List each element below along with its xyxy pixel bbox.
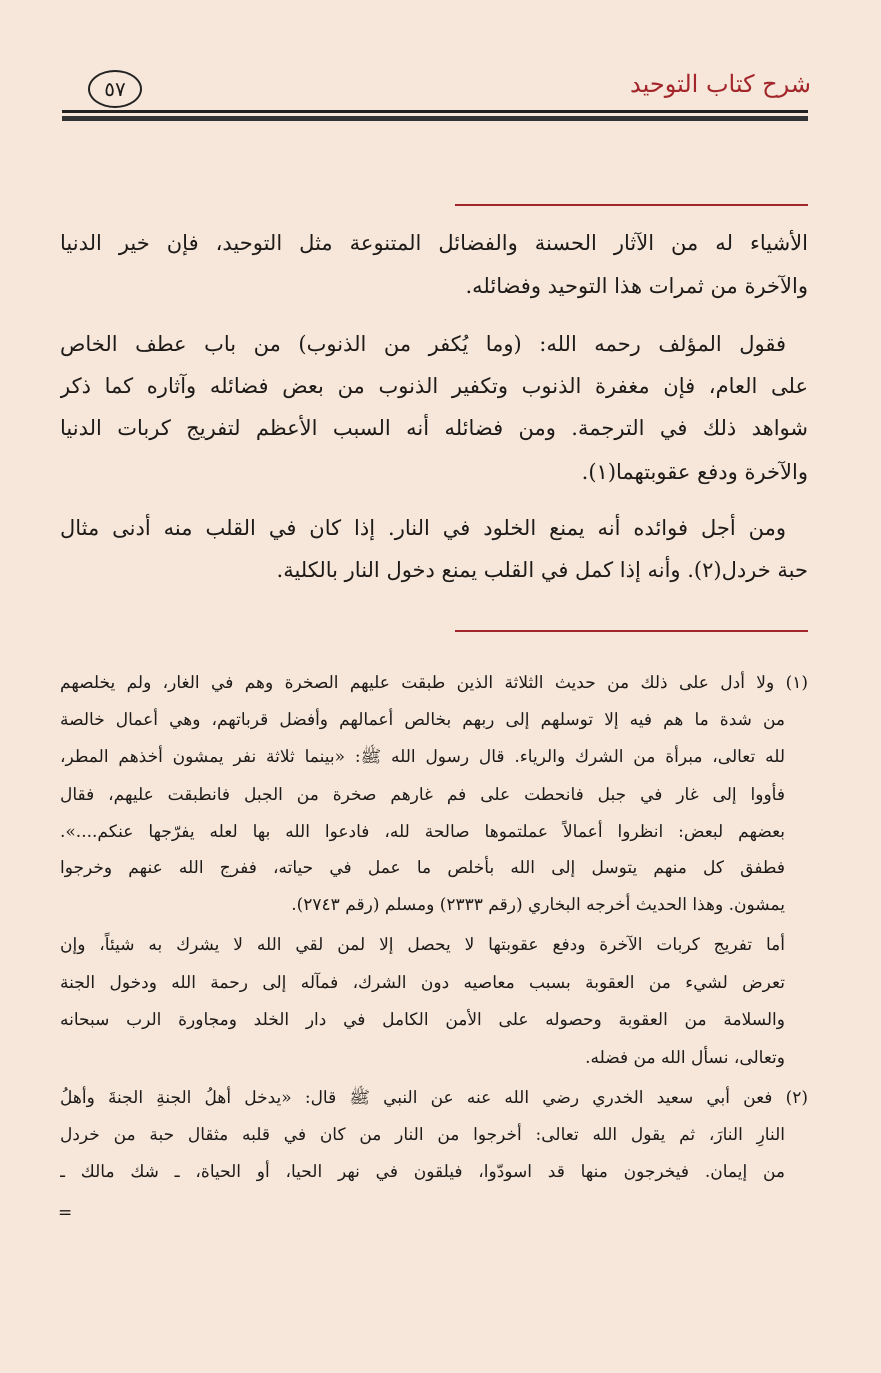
body-line: ومن أجل فوائده أنه يمنع الخلود في النار. إذا كان في القلب منه أدنى مثال [60,516,786,540]
body-line: فقول المؤلف رحمه الله: (وما يُكفر من الذنوب) من باب عطف الخاص [60,332,786,356]
footnote-line: والسلامة من العقوبة وحصوله على الأمن الكامل في دار الخلد ومجاورة الرب سبحانه [60,1010,785,1030]
footnote-divider [455,630,808,632]
footnote-line: فأووا إلى غار في جبل فانحطت على فم غارهم صخرة من الجبل فانطبقت عليهم، فقال [60,785,785,805]
footnote-line: (١) ولا أدل على ذلك من حديث الثلاثة الذين طبقت عليهم الصخرة وهم في الغار، ولم يخلصهم [60,673,808,693]
footnote-line: تعرض لشيء من العقوبة بسبب معاصيه دون الشرك، فمآله إلى رحمة الله ودخول الجنة [60,973,785,993]
footnote-line: من إيمان. فيخرجون منها قد اسودّوا، فيلقون في نهر الحيا، أو الحياة، ـ شك مالك ـ [60,1162,785,1182]
continuation-mark: = [58,1203,73,1223]
body-line: والآخرة من ثمرات هذا التوحيد وفضائله. [465,274,808,298]
footnote-line: فطفق كل منهم يتوسل إلى الله بأخلص ما عمل في حياته، ففرج الله عنهم وخرجوا [60,858,785,878]
footnote-line: لله تعالى، مبرأة من الشرك والرياء. قال رسول الله ﷺ: «بينما ثلاثة نفر يمشون أخذهم المطر، [60,747,785,767]
body-line: الأشياء له من الآثار الحسنة والفضائل المتنوعة مثل التوحيد، فإن خير الدنيا [60,231,808,255]
footnote-line: النارِ النارَ، ثم يقول الله تعالى: أخرجوا من النار من كان في قلبه مثقال حبة من خردل [60,1125,785,1145]
header-rule-thick [62,116,808,121]
footnote-line: يمشون. وهذا الحديث أخرجه البخاري (رقم ٢٣٣٣) ومسلم (رقم ٢٧٤٣). [291,895,785,915]
body-line: حبة خردل(٢). وأنه إذا كمل في القلب يمنع دخول النار بالكلية. [276,558,808,582]
footnote-line: أما تفريج كربات الآخرة ودفع عقوبتها لا يحصل إلا لمن لقي الله لا يشرك به شيئاً، وإن [60,935,785,955]
body-line: شواهد ذلك في الترجمة. ومن فضائله أنه السبب الأعظم لتفريج كربات الدنيا [60,416,808,440]
body-line: والآخرة ودفع عقوبتهما(١). [581,460,808,484]
footnote-line: من شدة ما هم فيه إلا توسلهم إلى ربهم بخالص أعمالهم وأفضل قرباتهم، وهي أعمال خالصة [60,710,785,730]
header-rule-thin [62,110,808,113]
footnote-line: (٢) فعن أبي سعيد الخدري رضي الله عنه عن النبي ﷺ قال: «يدخل أهلُ الجنةِ الجنةَ وأهلُ [60,1088,808,1108]
page-number: ٥٧ [88,70,142,108]
footnote-line: وتعالى، نسأل الله من فضله. [585,1048,785,1068]
top-divider [455,204,808,206]
body-line: على العام، فإن مغفرة الذنوب وتكفير الذنوب من بعض فضائله وآثاره كما ذكر [60,374,808,398]
footnote-line: بعضهم لبعض: انظروا أعمالاً عملتموها صالحة لله، فادعوا الله بها لعله يفرّجها عنكم....». [60,822,785,842]
running-title: شرح كتاب التوحيد [630,70,811,98]
